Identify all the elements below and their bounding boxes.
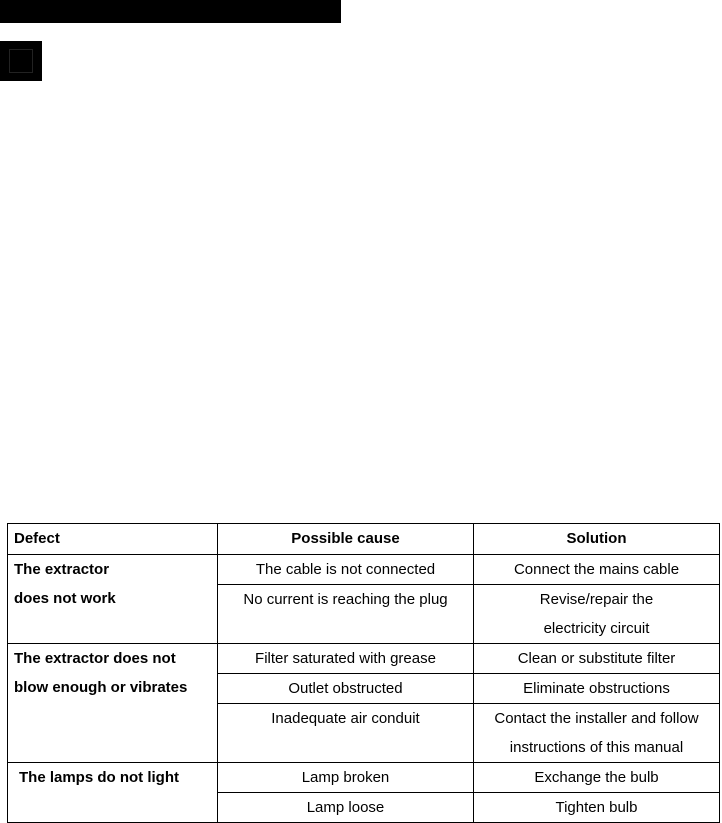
cause-cell [218,674,474,704]
solution-cell [474,644,720,674]
solution-line: electricity circuit [543,620,650,637]
cause-cell [218,793,474,823]
defect-line: The lamps do not light [19,769,179,786]
cause-cell [218,704,474,763]
header-defect: Defect [8,524,218,555]
header-solution: Solution [474,524,720,555]
solution-line: Revise/repair the [539,591,654,608]
solution-cell [474,763,720,793]
solution-line: Tighten bulb [555,799,638,816]
cause-cell [218,644,474,674]
solution-line: Connect the mains cable [513,561,680,578]
defect-cell-lamps-not-lighting [8,763,218,823]
defect-cell-extractor-not-working [8,555,218,644]
cause-line: The cable is not connected [255,561,436,578]
cause-line: Outlet obstructed [288,680,403,697]
defect-line: The extractor does not [14,650,176,667]
solution-line: Eliminate obstructions [523,680,670,697]
cause-cell [218,585,474,644]
header-black-bar [0,0,341,21]
solution-line: Contact the installer and follow [494,710,699,727]
defect-line: does not work [14,590,116,607]
troubleshooting-table-wrap [7,523,719,823]
header-possible-cause: Possible cause [218,524,474,555]
cause-line: Filter saturated with grease [255,650,436,667]
section-marker-inner [9,49,33,73]
solution-cell [474,585,720,644]
troubleshooting-table [7,523,720,823]
table-row [8,555,720,585]
solution-line: Exchange the bulb [534,769,659,786]
cause-line: Lamp broken [301,769,390,786]
header-underline [0,21,341,23]
defect-cell-weak-airflow-vibration [8,644,218,763]
table-header-row [8,524,720,555]
table-row [8,763,720,793]
table-row [8,644,720,674]
cause-line: Inadequate air conduit [271,710,420,727]
solution-cell [474,704,720,763]
cause-line: Lamp loose [306,799,385,816]
solution-line: instructions of this manual [509,739,684,756]
defect-line: The extractor [14,561,110,578]
cause-cell [218,555,474,585]
solution-cell [474,793,720,823]
solution-line: Clean or substitute filter [517,650,676,667]
cause-cell [218,763,474,793]
solution-cell [474,674,720,704]
section-marker-block [0,41,42,81]
solution-cell [474,555,720,585]
defect-line: blow enough or vibrates [14,679,188,696]
cause-line: No current is reaching the plug [243,591,448,608]
